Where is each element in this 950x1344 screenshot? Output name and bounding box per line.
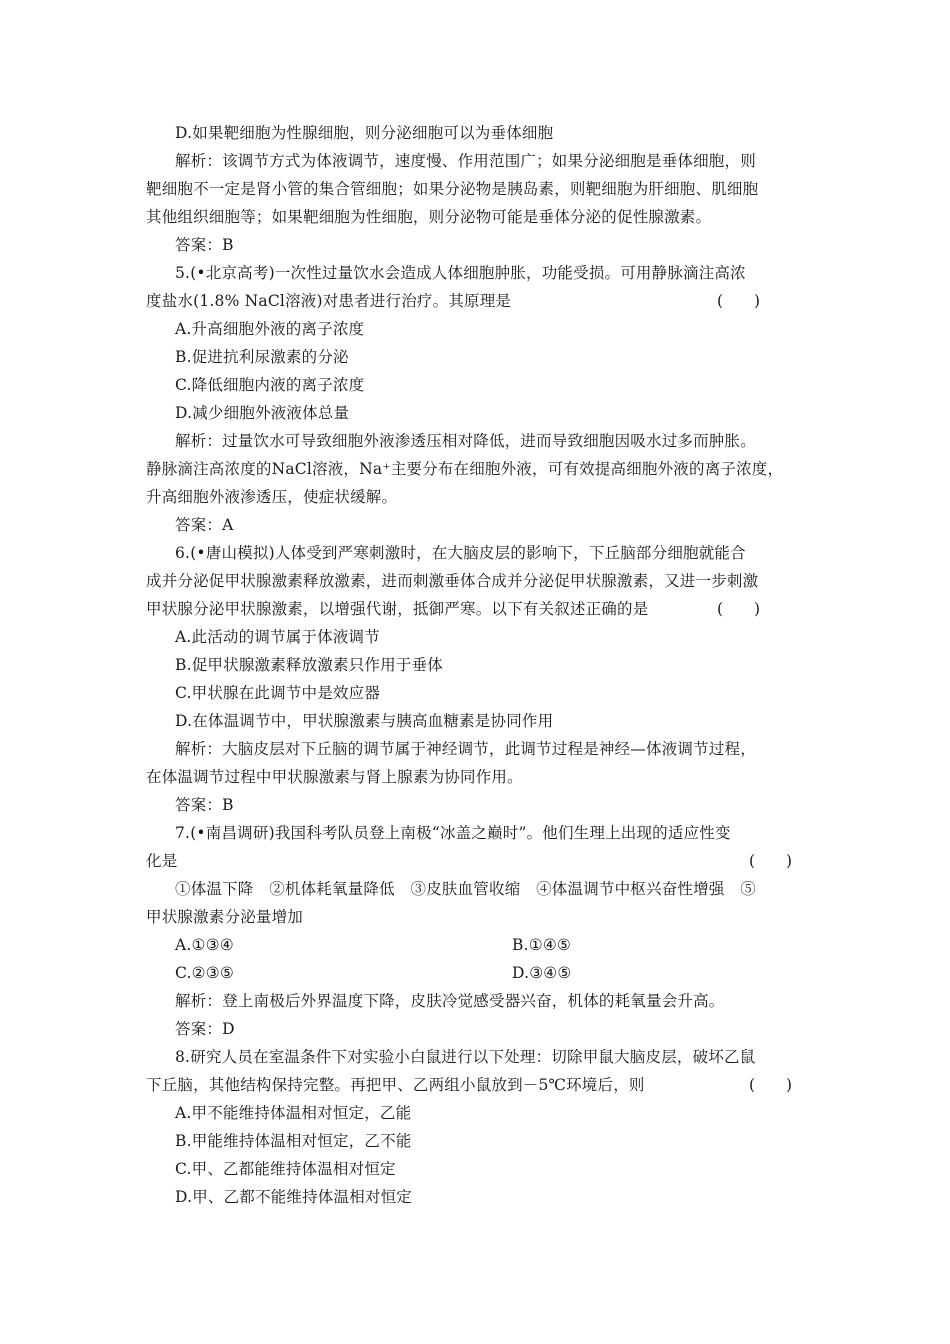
q4-option-d: D.如果靶细胞为性腺细胞，则分泌细胞可以为垂体细胞: [175, 124, 554, 142]
q7-stem-line-2: 化是: [146, 852, 178, 870]
q7-answer: 答案：D: [175, 1020, 235, 1038]
q6-stem-line-2: 成并分泌促甲状腺激素释放激素，进而刺激垂体合成并分泌促甲状腺激素，又进一步刺激: [146, 572, 759, 590]
q7-option-b: B.①④⑤: [512, 936, 572, 954]
q7-items-line-2: 甲状腺激素分泌量增加: [146, 908, 304, 926]
q7-answer-bracket: ( ): [749, 852, 793, 870]
q5-option-c: C.降低细胞内液的离子浓度: [175, 376, 365, 394]
q6-analysis-line-1: 解析：大脑皮层对下丘脑的调节属于神经调节，此调节过程是神经—体液调节过程，: [175, 740, 756, 758]
q5-answer: 答案：A: [175, 516, 234, 534]
q6-option-d: D.在体温调节中，甲状腺激素与胰高血糖素是协同作用: [175, 712, 554, 730]
q5-option-d: D.减少细胞外液液体总量: [175, 404, 350, 422]
q5-analysis-line-2: 静脉滴注高浓度的NaCl溶液，Na⁺主要分布在细胞外液，可有效提高细胞外液的离子浓度，: [146, 460, 784, 478]
q8-option-c: C.甲、乙都能维持体温相对恒定: [175, 1160, 396, 1178]
q4-analysis-line-2: 靶细胞不一定是肾小管的集合管细胞；如果分泌物是胰岛素，则靶细胞为肝细胞、肌细胞: [146, 180, 759, 198]
q5-stem-line-2: 度盐水(1.8% NaCl溶液)对患者进行治疗。其原理是: [146, 292, 512, 310]
q8-answer-bracket: ( ): [749, 1076, 793, 1094]
q7-option-a: A.①③④: [175, 936, 234, 954]
q6-option-b: B.促甲状腺激素释放激素只作用于垂体: [175, 656, 443, 674]
q7-option-d: D.③④⑤: [512, 964, 572, 982]
q6-stem-line-1: 6.(•唐山模拟)人体受到严寒刺激时，在大脑皮层的影响下，下丘脑部分细胞就能合: [175, 544, 746, 562]
q8-stem-line-1: 8.研究人员在室温条件下对实验小白鼠进行以下处理：切除甲鼠大脑皮层，破坏乙鼠: [175, 1048, 756, 1066]
q5-option-a: A.升高细胞外液的离子浓度: [175, 320, 365, 338]
q6-option-a: A.此活动的调节属于体液调节: [175, 628, 380, 646]
q5-analysis-line-3: 升高细胞外液渗透压，使症状缓解。: [146, 488, 398, 506]
q4-answer: 答案：B: [175, 236, 234, 254]
q7-stem-line-1: 7.(•南昌调研)我国科考队员登上南极“冰盖之巅时”。他们生理上出现的适应性变: [175, 824, 731, 842]
q8-option-d: D.甲、乙都不能维持体温相对恒定: [175, 1188, 413, 1206]
q7-option-c: C.②③⑤: [175, 964, 234, 982]
q6-analysis-line-2: 在体温调节过程中甲状腺激素与肾上腺素为协同作用。: [146, 768, 523, 786]
q7-analysis: 解析：登上南极后外界温度下降，皮肤冷觉感受器兴奋，机体的耗氧量会升高。: [175, 992, 725, 1010]
q5-stem-line-1: 5.(•北京高考)一次性过量饮水会造成人体细胞肿胀，功能受损。可用静脉滴注高浓: [175, 264, 746, 282]
q6-answer: 答案：B: [175, 796, 234, 814]
q4-analysis-line-1: 解析：该调节方式为体液调节，速度慢、作用范围广；如果分泌细胞是垂体细胞，则: [175, 152, 756, 170]
q5-option-b: B.促进抗利尿激素的分泌: [175, 348, 349, 366]
q4-analysis-line-3: 其他组织细胞等；如果靶细胞为性细胞，则分泌物可能是垂体分泌的促性腺激素。: [146, 208, 712, 226]
q8-option-b: B.甲能维持体温相对恒定，乙不能: [175, 1132, 412, 1150]
q6-answer-bracket: ( ): [717, 600, 761, 618]
q8-option-a: A.甲不能维持体温相对恒定，乙能: [175, 1104, 412, 1122]
q5-answer-bracket: ( ): [717, 292, 761, 310]
q5-analysis-line-1: 解析：过量饮水可导致细胞外液渗透压相对降低，进而导致细胞因吸水过多而肿胀。: [175, 432, 756, 450]
q6-stem-line-3: 甲状腺分泌甲状腺激素，以增强代谢，抵御严寒。以下有关叙述正确的是: [146, 600, 649, 618]
q7-items-line-1: ①体温下降 ②机体耗氧量降低 ③皮肤血管收缩 ④体温调节中枢兴奋性增强 ⑤: [175, 880, 756, 898]
q6-option-c: C.甲状腺在此调节中是效应器: [175, 684, 381, 702]
q8-stem-line-2: 下丘脑，其他结构保持完整。再把甲、乙两组小鼠放到－5℃环境后，则: [146, 1076, 645, 1094]
